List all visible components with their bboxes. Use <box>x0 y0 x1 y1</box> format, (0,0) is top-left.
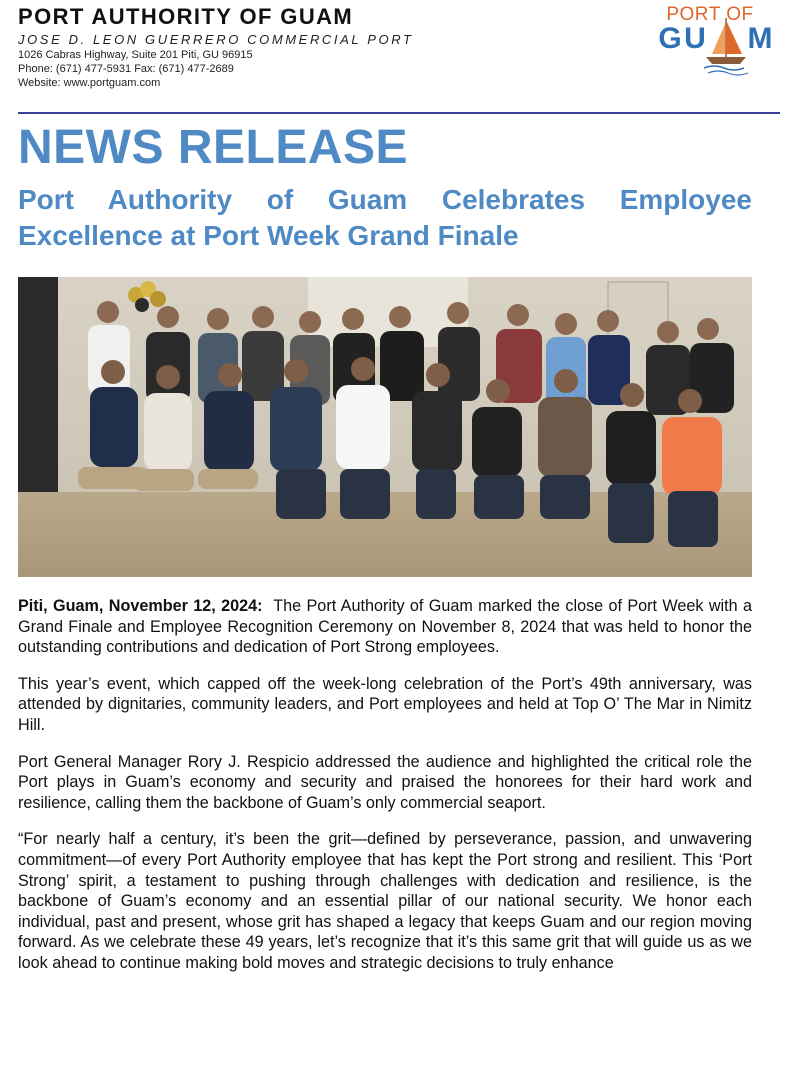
release-body <box>18 596 752 990</box>
paragraph-1-text: The Port Authority of Guam marked the close of Port Week with a Grand Finale and Employee Recognition Ceremony on November 8, 2024 that was held to honor the outstanding contributions and dedication of Port Strong employees. <box>18 597 752 657</box>
phone-fax: Phone: (671) 477-5931 Fax: (671) 477-2689 <box>18 63 234 75</box>
sailboat-icon <box>704 18 748 75</box>
address: 1026 Cabras Highway, Suite 201 Piti, GU 96915 <box>18 49 253 61</box>
svg-text:U: U <box>684 22 706 55</box>
svg-text:M: M <box>747 22 773 55</box>
port-of-guam-logo <box>640 2 780 78</box>
svg-text:G: G <box>658 22 682 55</box>
website: Website: www.portguam.com <box>18 77 161 89</box>
letterhead <box>18 4 578 90</box>
news-release-title: NEWS RELEASE <box>18 121 409 174</box>
paragraph-2: This year’s event, which capped off the week-long celebration of the Port’s 49th anniversary, was attended by dignitaries, community leaders, and Port employees and held at Top O’ The Mar in Nimitz Hill. <box>18 674 752 734</box>
header-divider <box>18 112 780 114</box>
port-name: JOSE D. LEON GUERRERO COMMERCIAL PORT <box>18 32 414 47</box>
release-headline: Port Authority of Guam Celebrates Employee Excellence at Port Week Grand Finale <box>18 184 752 251</box>
paragraph-1 <box>18 596 752 658</box>
paragraph-3: Port General Manager Rory J. Respicio addressed the audience and highlighted the critical role the Port plays in Guam’s economy and security and praised the honorees for their hard work and resilience, calling them the backbone of Guam’s only commercial seaport. <box>18 752 752 812</box>
organization-name: PORT AUTHORITY OF GUAM <box>18 4 354 29</box>
dateline: Piti, Guam, November 12, 2024: <box>18 597 263 615</box>
svg-text:PORT OF: PORT OF <box>666 4 754 25</box>
group-photo <box>18 277 752 577</box>
paragraph-4: “For nearly half a century, it’s been the grit—defined by perseverance, passion, and unwavering commitment—of every Port Authority employee that has kept the Port strong and resilient. This ‘Port Strong’ spirit, a testament to pushing through challenges with dedication and resilience, is the backbone of Guam’s economy and an essential pillar of our national security. We honor each individual, past and present, whose grit has shaped a legacy that keeps Guam and our region moving forward. As we celebrate these 49 years, let’s recognize that it’s this same grit that will guide us as we look ahead to continue making bold moves and strategic decisions to truly enhance <box>18 830 752 972</box>
